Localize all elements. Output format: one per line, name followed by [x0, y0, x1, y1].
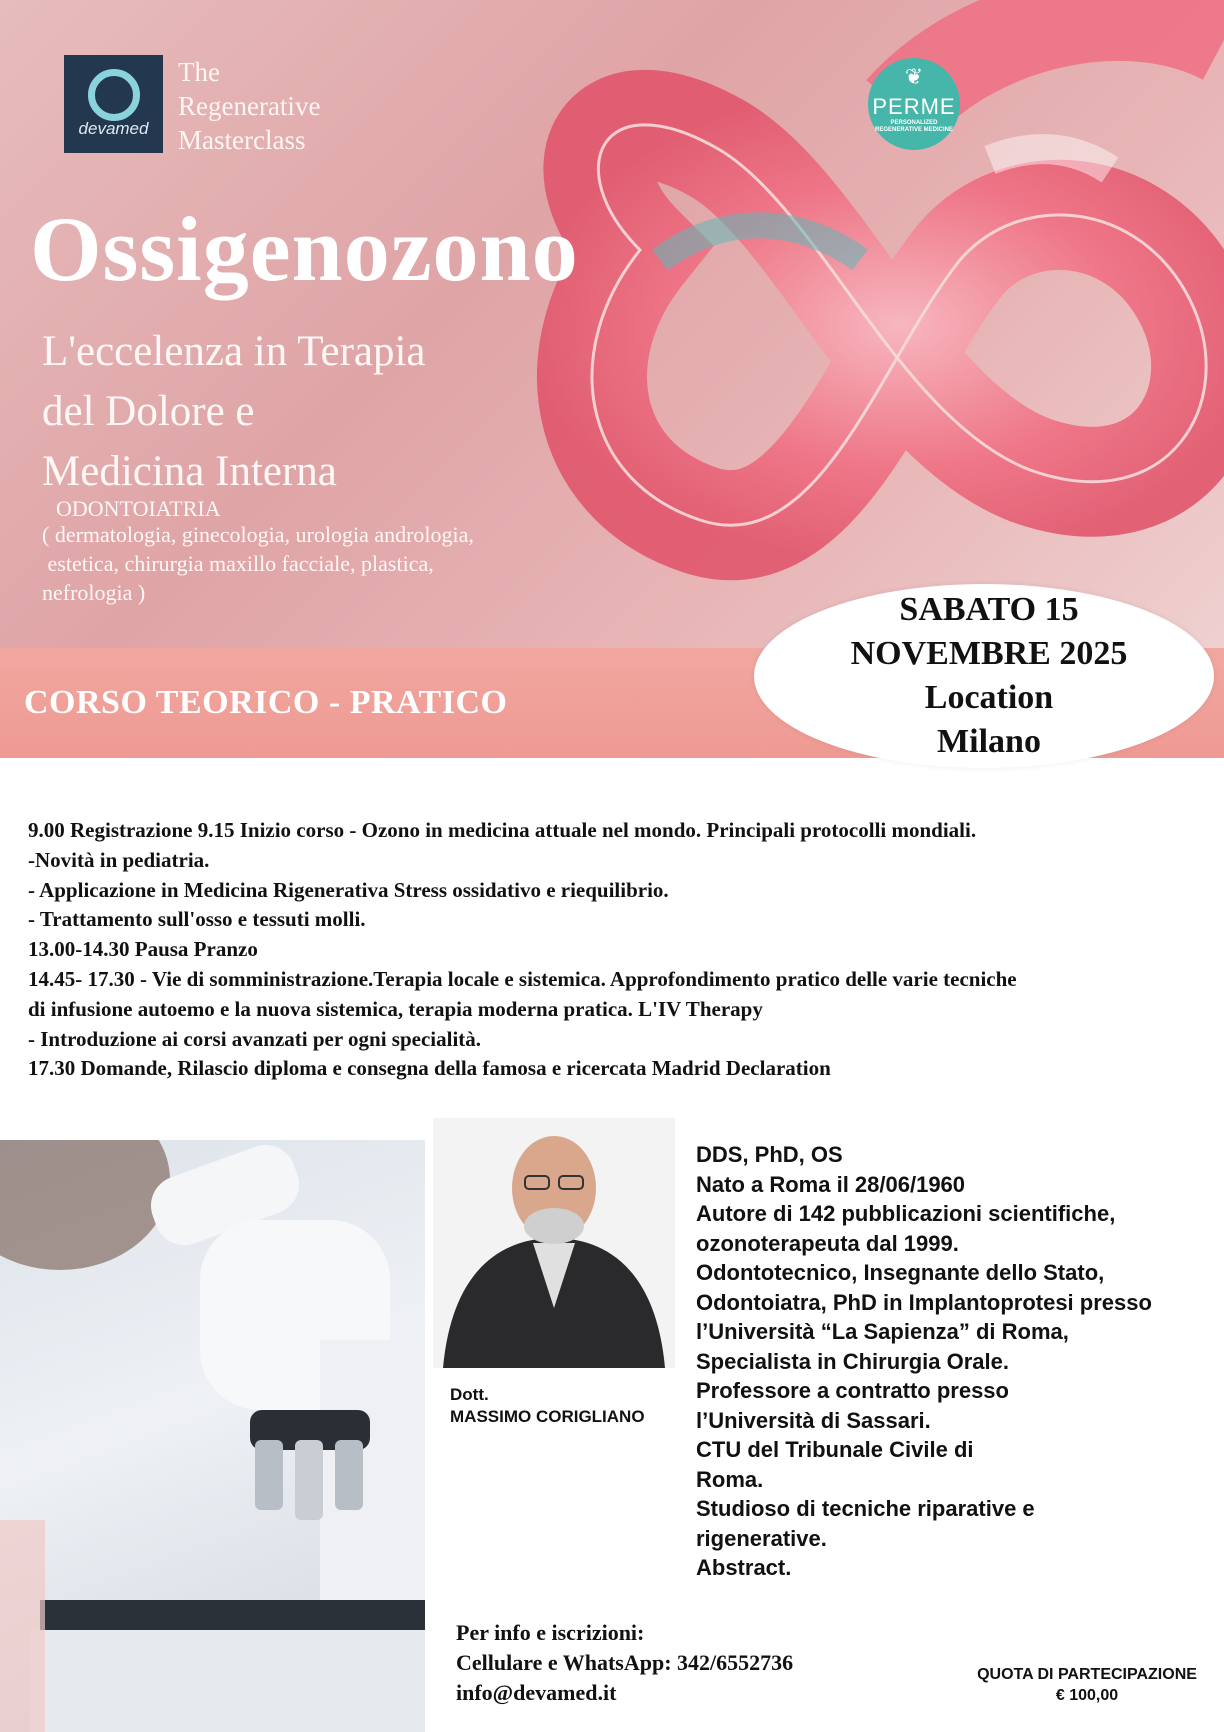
contact-email[interactable]: info@devamed.it [456, 1680, 617, 1705]
program-line: 14.45- 17.30 - Vie di somministrazione.Terapia locale e sistemica. Approfondimento pratico delle varie tecniche [28, 966, 1017, 991]
logo-text: devamed [78, 119, 149, 138]
bio-line: Abstract. [696, 1555, 792, 1580]
bio-line: Roma. [696, 1466, 764, 1492]
bio-line: Autore di 142 pubblicazioni scientifiche, [696, 1201, 1116, 1226]
specialties-line: ( dermatologia, ginecologia, urologia andrologia, [42, 522, 474, 547]
fee-label: QUOTA DI PARTECIPAZIONE [977, 1666, 1197, 1683]
subtitle-line: del Dolore e [42, 388, 255, 435]
program-line: - Applicazione in Medicina Rigenerativa Stress ossidativo e riequilibrio. [28, 877, 669, 902]
masterclass-line: The [178, 57, 220, 87]
specialties-line: nefrologia ) [42, 580, 146, 605]
bio-line: Specialista in Chirurgia Orale. [696, 1348, 1009, 1374]
contact-heading: Per info e iscrizioni: [456, 1620, 645, 1645]
masterclass-line: Masterclass [178, 125, 306, 155]
bio-line: Odontotecnico, Insegnante dello Stato, [696, 1260, 1105, 1285]
doctor-illustration [433, 1118, 675, 1368]
date-line: NOVEMBRE 2025 [850, 635, 1128, 672]
perme-tree-icon: ❦ [904, 64, 924, 89]
bio-line: ozonoterapeuta dal 1999. [696, 1230, 959, 1256]
program-line: 9.00 Registrazione 9.15 Inizio corso - Ozono in medicina attuale nel mondo. Principali protocolli mondiali. [28, 818, 977, 842]
masterclass-line: Regenerative [178, 91, 321, 121]
devamed-logo-icon [64, 55, 163, 153]
bio-line: DDS, PhD, OS [696, 1142, 843, 1167]
perme-subtitle: PERSONALIZED REGENERATIVE MEDICINE [875, 120, 953, 133]
event-date-location [754, 588, 1224, 764]
location-city: Milano [937, 723, 1041, 760]
masterclass-label [178, 55, 320, 157]
subtitle-line: L'eccelenza in Terapia [42, 328, 426, 375]
location-label: Location [924, 679, 1054, 716]
contact-info [456, 1618, 793, 1708]
date-line: SABATO 15 [899, 591, 1079, 628]
program-line: - Introduzione ai corsi avanzati per ogni specialità. [28, 1026, 482, 1051]
microscope-illustration [0, 1140, 425, 1732]
fee-amount: € 100,00 [1055, 1687, 1119, 1704]
bio-line: rigenerative. [696, 1525, 827, 1551]
page-title: Ossigenozono [30, 198, 579, 300]
program-line: 13.00-14.30 Pausa Pranzo [28, 937, 258, 962]
program-line: di infusione autoemo e la nuova sistemica, terapia moderna pratica. L'IV Therapy [28, 996, 763, 1021]
program-line: -Novità in pediatria. [28, 847, 210, 872]
perme-logo [868, 58, 960, 150]
page-subtitle [42, 322, 426, 502]
bio-line: Professore a contratto presso [696, 1378, 1009, 1403]
speaker-name: MASSIMO CORIGLIANO [450, 1407, 645, 1426]
odontoiatria-label: ODONTOIATRIA [56, 496, 221, 521]
course-type: CORSO TEORICO - PRATICO [24, 684, 508, 721]
bio-line: l’Università di Sassari. [696, 1407, 931, 1433]
speaker-title: Dott. [450, 1385, 489, 1404]
subtitle-line: Medicina Interna [42, 448, 337, 495]
perme-name: PERME [872, 94, 956, 119]
doctor-portrait [433, 1118, 675, 1368]
bio-line: Odontoiatra, PhD in Implantoprotesi presso [696, 1289, 1152, 1315]
contact-phone[interactable]: Cellulare e WhatsApp: 342/6552736 [456, 1650, 794, 1675]
hero-banner [0, 0, 1224, 648]
specialties-line: estetica, chirurgia maxillo facciale, plastica, [42, 551, 434, 576]
participation-fee [956, 1664, 1218, 1706]
program-schedule [28, 816, 1218, 1084]
bio-line: Nato a Roma il 28/06/1960 [696, 1171, 966, 1197]
logo-ring [88, 69, 140, 121]
specialties-list [42, 520, 562, 607]
speaker-bio [696, 1140, 1216, 1583]
bio-line: Studioso di tecniche riparative e [696, 1496, 1035, 1521]
bio-line: l’Università “La Sapienza” di Roma, [696, 1319, 1069, 1344]
speaker-caption [450, 1384, 645, 1428]
program-line: 17.30 Domande, Rilascio diploma e consegna della famosa e ricercata Madrid Declaration [28, 1056, 831, 1081]
bio-line: CTU del Tribunale Civile di [696, 1437, 974, 1462]
microscope-graphic [0, 1140, 425, 1732]
program-line: - Trattamento sull'osso e tessuti molli. [28, 907, 366, 932]
